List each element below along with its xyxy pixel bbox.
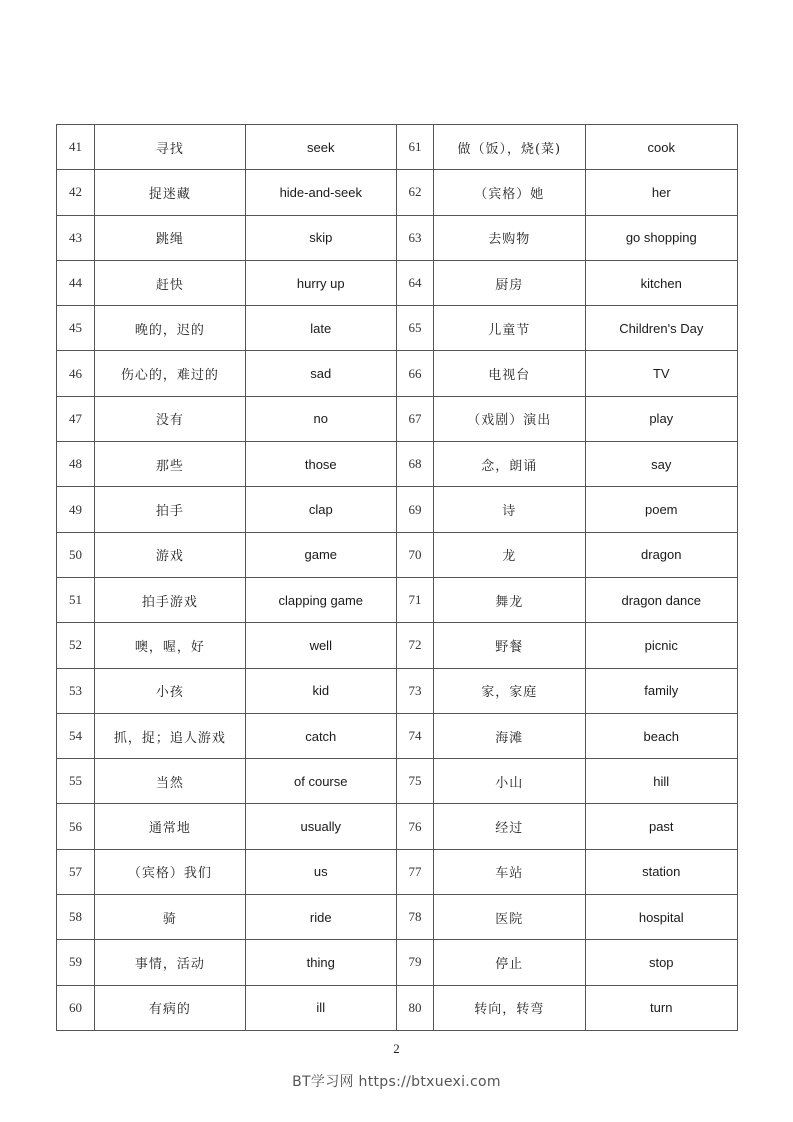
chinese-meaning: 拍手游戏	[95, 577, 245, 622]
chinese-meaning: 家，家庭	[434, 668, 585, 713]
english-word: station	[585, 849, 737, 894]
chinese-meaning: （宾格）我们	[95, 849, 245, 894]
entry-number: 71	[396, 577, 433, 622]
chinese-meaning: 拍手	[95, 487, 245, 532]
entry-number: 51	[57, 577, 95, 622]
table-row	[57, 577, 738, 622]
english-word: dragon	[585, 532, 737, 577]
chinese-meaning: 转向，转弯	[434, 985, 585, 1030]
chinese-meaning: 事情，活动	[95, 940, 245, 985]
chinese-meaning: （戏剧）演出	[434, 396, 585, 441]
chinese-meaning: 小山	[434, 759, 585, 804]
page-number: 2	[393, 1041, 400, 1056]
entry-number: 68	[396, 442, 433, 487]
english-word: go shopping	[585, 215, 737, 260]
chinese-meaning: 没有	[95, 396, 245, 441]
site-watermark: BT学习网 https://btxuexi.com	[292, 1074, 501, 1090]
table-row	[57, 487, 738, 532]
entry-number: 72	[396, 623, 433, 668]
entry-number: 57	[57, 849, 95, 894]
entry-number: 41	[57, 125, 95, 170]
table-row	[57, 532, 738, 577]
entry-number: 75	[396, 759, 433, 804]
entry-number: 42	[57, 170, 95, 215]
table-row	[57, 442, 738, 487]
entry-number: 58	[57, 895, 95, 940]
english-word: usually	[245, 804, 396, 849]
english-word: us	[245, 849, 396, 894]
english-word: those	[245, 442, 396, 487]
english-word: play	[585, 396, 737, 441]
entry-number: 77	[396, 849, 433, 894]
chinese-meaning: 骑	[95, 895, 245, 940]
english-word: ill	[245, 985, 396, 1030]
vocabulary-table	[56, 124, 738, 1031]
table-row	[57, 306, 738, 351]
chinese-meaning: 晚的，迟的	[95, 306, 245, 351]
table-row	[57, 351, 738, 396]
english-word: sad	[245, 351, 396, 396]
english-word: family	[585, 668, 737, 713]
entry-number: 78	[396, 895, 433, 940]
entry-number: 67	[396, 396, 433, 441]
entry-number: 66	[396, 351, 433, 396]
english-word: clap	[245, 487, 396, 532]
chinese-meaning: 有病的	[95, 985, 245, 1030]
chinese-meaning: 电视台	[434, 351, 585, 396]
entry-number: 46	[57, 351, 95, 396]
table-row	[57, 125, 738, 170]
chinese-meaning: 舞龙	[434, 577, 585, 622]
english-word: catch	[245, 713, 396, 758]
english-word: Children's Day	[585, 306, 737, 351]
english-word: her	[585, 170, 737, 215]
entry-number: 76	[396, 804, 433, 849]
english-word: kid	[245, 668, 396, 713]
table-row	[57, 260, 738, 305]
entry-number: 47	[57, 396, 95, 441]
english-word: poem	[585, 487, 737, 532]
chinese-meaning: 游戏	[95, 532, 245, 577]
english-word: hill	[585, 759, 737, 804]
chinese-meaning: 小孩	[95, 668, 245, 713]
chinese-meaning: 捉迷藏	[95, 170, 245, 215]
chinese-meaning: 经过	[434, 804, 585, 849]
entry-number: 65	[396, 306, 433, 351]
chinese-meaning: 跳绳	[95, 215, 245, 260]
entry-number: 70	[396, 532, 433, 577]
chinese-meaning: 海滩	[434, 713, 585, 758]
entry-number: 49	[57, 487, 95, 532]
english-word: dragon dance	[585, 577, 737, 622]
english-word: thing	[245, 940, 396, 985]
table-row	[57, 759, 738, 804]
english-word: of course	[245, 759, 396, 804]
chinese-meaning: 伤心的，难过的	[95, 351, 245, 396]
english-word: skip	[245, 215, 396, 260]
english-word: seek	[245, 125, 396, 170]
entry-number: 80	[396, 985, 433, 1030]
english-word: kitchen	[585, 260, 737, 305]
vocabulary-table-body	[57, 125, 738, 1031]
english-word: ride	[245, 895, 396, 940]
table-row	[57, 623, 738, 668]
chinese-meaning: 当然	[95, 759, 245, 804]
chinese-meaning: 停止	[434, 940, 585, 985]
chinese-meaning: 儿童节	[434, 306, 585, 351]
chinese-meaning: 诗	[434, 487, 585, 532]
entry-number: 53	[57, 668, 95, 713]
table-row	[57, 940, 738, 985]
entry-number: 48	[57, 442, 95, 487]
chinese-meaning: 通常地	[95, 804, 245, 849]
english-word: say	[585, 442, 737, 487]
entry-number: 52	[57, 623, 95, 668]
table-row	[57, 804, 738, 849]
english-word: stop	[585, 940, 737, 985]
entry-number: 62	[396, 170, 433, 215]
entry-number: 61	[396, 125, 433, 170]
english-word: hide-and-seek	[245, 170, 396, 215]
table-row	[57, 215, 738, 260]
table-row	[57, 985, 738, 1030]
english-word: picnic	[585, 623, 737, 668]
table-row	[57, 396, 738, 441]
english-word: hospital	[585, 895, 737, 940]
entry-number: 60	[57, 985, 95, 1030]
english-word: cook	[585, 125, 737, 170]
entry-number: 50	[57, 532, 95, 577]
english-word: late	[245, 306, 396, 351]
chinese-meaning: 噢，喔，好	[95, 623, 245, 668]
chinese-meaning: 赶快	[95, 260, 245, 305]
entry-number: 44	[57, 260, 95, 305]
entry-number: 69	[396, 487, 433, 532]
chinese-meaning: 抓，捉；追人游戏	[95, 713, 245, 758]
english-word: no	[245, 396, 396, 441]
entry-number: 74	[396, 713, 433, 758]
chinese-meaning: 念，朗诵	[434, 442, 585, 487]
entry-number: 54	[57, 713, 95, 758]
english-word: past	[585, 804, 737, 849]
chinese-meaning: 那些	[95, 442, 245, 487]
english-word: hurry up	[245, 260, 396, 305]
chinese-meaning: 做（饭），烧(菜)	[434, 125, 585, 170]
english-word: well	[245, 623, 396, 668]
english-word: TV	[585, 351, 737, 396]
table-row	[57, 170, 738, 215]
chinese-meaning: 厨房	[434, 260, 585, 305]
table-row	[57, 713, 738, 758]
english-word: beach	[585, 713, 737, 758]
table-row	[57, 849, 738, 894]
chinese-meaning: 龙	[434, 532, 585, 577]
chinese-meaning: 医院	[434, 895, 585, 940]
entry-number: 43	[57, 215, 95, 260]
table-row	[57, 668, 738, 713]
entry-number: 59	[57, 940, 95, 985]
chinese-meaning: （宾格）她	[434, 170, 585, 215]
chinese-meaning: 车站	[434, 849, 585, 894]
entry-number: 73	[396, 668, 433, 713]
table-row	[57, 895, 738, 940]
entry-number: 64	[396, 260, 433, 305]
english-word: turn	[585, 985, 737, 1030]
chinese-meaning: 寻找	[95, 125, 245, 170]
entry-number: 45	[57, 306, 95, 351]
entry-number: 55	[57, 759, 95, 804]
entry-number: 79	[396, 940, 433, 985]
english-word: game	[245, 532, 396, 577]
entry-number: 56	[57, 804, 95, 849]
english-word: clapping game	[245, 577, 396, 622]
chinese-meaning: 去购物	[434, 215, 585, 260]
chinese-meaning: 野餐	[434, 623, 585, 668]
entry-number: 63	[396, 215, 433, 260]
